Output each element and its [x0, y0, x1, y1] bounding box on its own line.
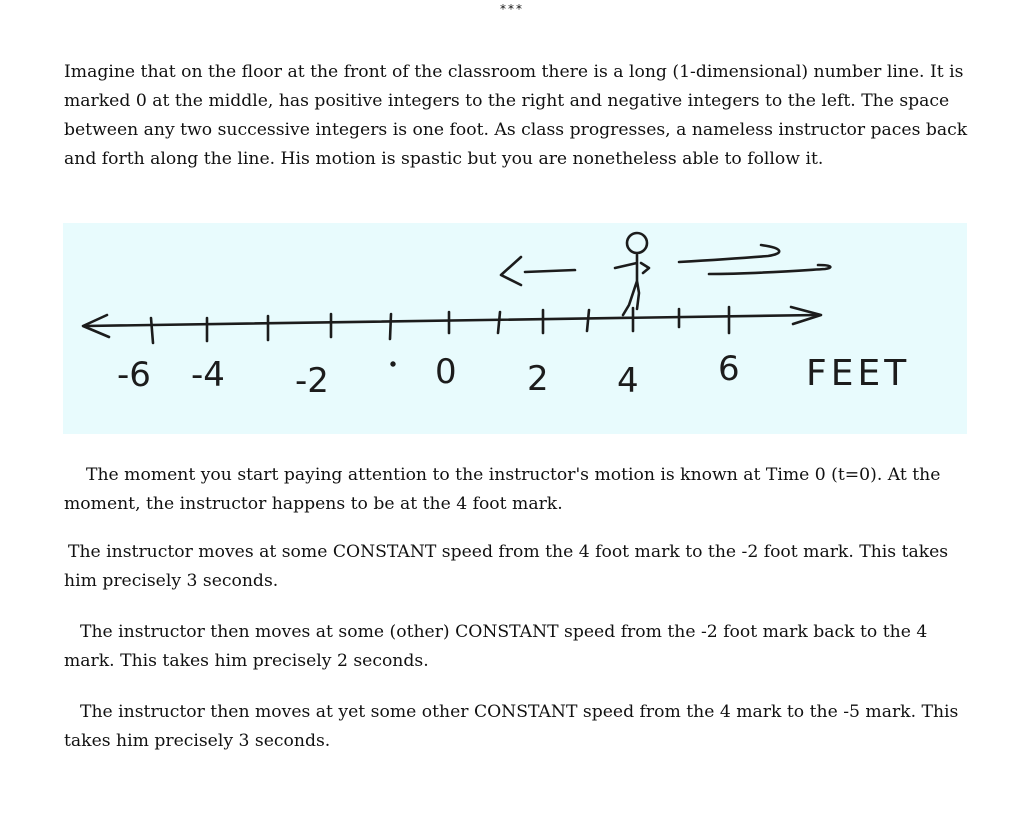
tick-mark	[498, 312, 500, 333]
paragraph-first-move: The instructor moves at some CONSTANT speed from the 4 foot mark to the -2 foot mark. This takes him precisely 3 seconds.	[64, 542, 949, 591]
tick-mark	[390, 314, 391, 339]
section-divider: ***	[500, 2, 524, 16]
instructor-body-icon	[615, 255, 649, 315]
instructor-head-icon	[627, 233, 647, 253]
tick-mark	[151, 318, 153, 343]
intro-paragraph: Imagine that on the floor at the front of the classroom there is a long (1-dimensional) number line. It is marked 0 at the middle, has positive integers to the right and negative integers to the left. The space between any two successive integers is one foot. As class progresses, a nameless instructor paces back and forth along the line. His motion is spastic but you are nonetheless able to follow it.	[64, 62, 968, 169]
tick-label: -6	[117, 355, 151, 395]
right-motion-arrow	[679, 245, 779, 262]
tick-label: 4	[617, 361, 639, 401]
paragraph-second-move: The instructor then moves at some (other) CONSTANT speed from the -2 foot mark back to the 4 mark. This takes him precisely 2 seconds.	[64, 622, 928, 671]
paragraph-third-move: The instructor then moves at yet some other CONSTANT speed from the 4 mark to the -5 mark. This takes him precisely 3 seconds.	[64, 702, 959, 751]
left-motion-arrow	[525, 270, 575, 272]
paragraph-time-zero: The moment you start paying attention to the instructor's motion is known at Time 0 (t=0). At the moment, the instructor happens to be at the 4 foot mark.	[64, 465, 941, 514]
tick-label: 6	[718, 349, 740, 389]
axis-line	[85, 315, 818, 326]
tick-label: -2	[295, 361, 329, 401]
tick-label: 0	[435, 352, 457, 392]
tick-label: -4	[191, 355, 225, 395]
tick-mark	[587, 310, 589, 331]
number-line-figure	[63, 223, 967, 434]
unit-label: FEET	[806, 353, 911, 394]
number-line-drawing	[63, 223, 967, 434]
left-motion-arrowhead	[501, 257, 521, 285]
tick-label: 2	[527, 359, 549, 399]
right-motion-arrow-tail	[709, 265, 830, 274]
